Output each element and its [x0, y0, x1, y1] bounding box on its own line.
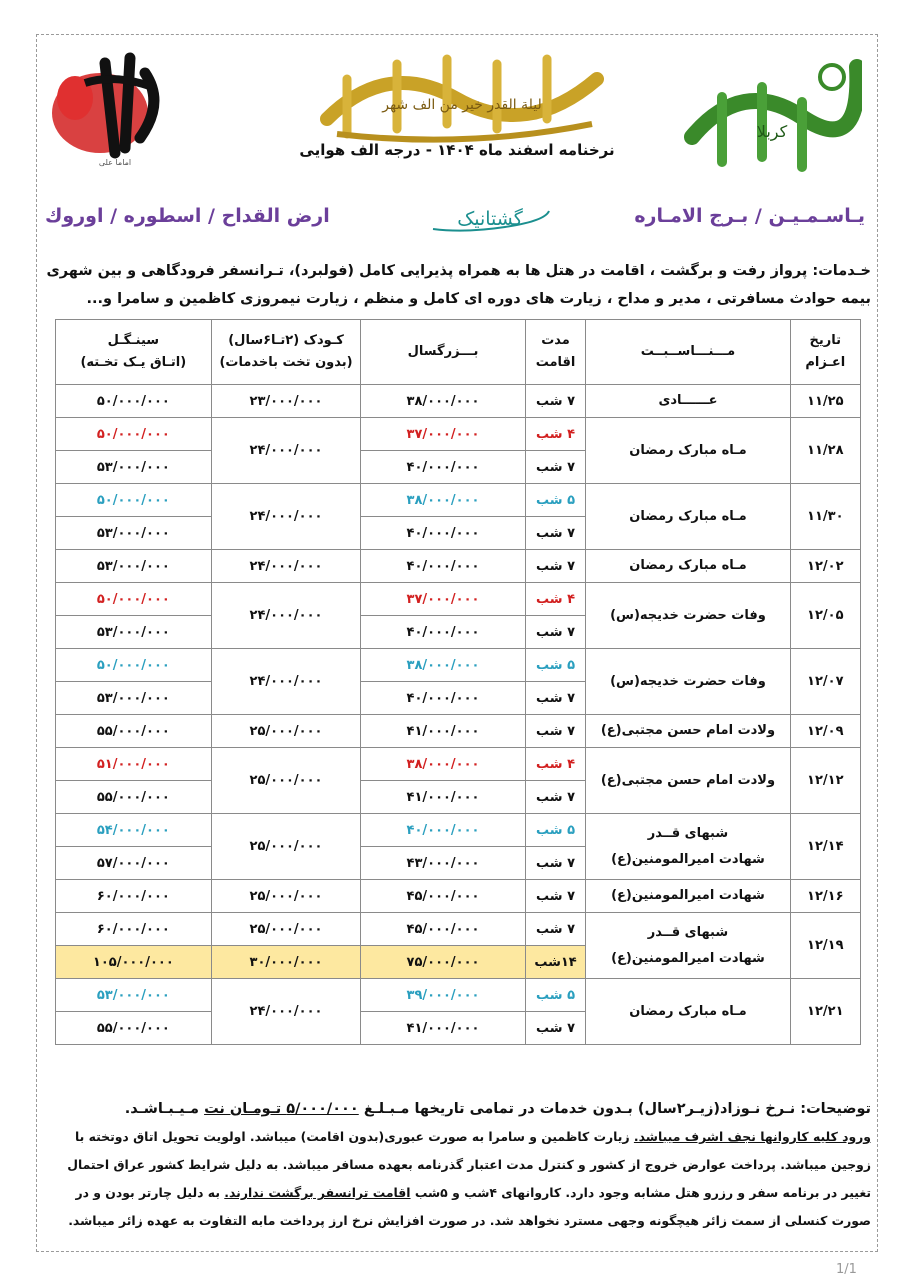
table-row [56, 979, 861, 1012]
departure-date-cell: ۱۲/۱۴ [790, 814, 860, 880]
duration-cell: ۷ شب [525, 682, 586, 715]
duration-cell: ۱۴شب [525, 946, 586, 979]
occasion-cell [586, 979, 790, 1045]
adult-price-cell: ۷۵/۰۰۰/۰۰۰ [361, 946, 525, 979]
services-line-2: بیمه حوادث مسافرتی ، مدیر و مداح ، زیارت های دوره ای کامل و منظم ، زیارت نیمروزی کاظمین و سامرا و... [86, 291, 871, 307]
single-price-cell: ۵۱/۰۰۰/۰۰۰ [56, 748, 212, 781]
occasion-cell [586, 550, 790, 583]
occasion-label: عــــــادی [658, 393, 718, 408]
occasion-cell [586, 748, 790, 814]
single-price-cell: ۵۵/۰۰۰/۰۰۰ [56, 715, 212, 748]
svg-text:گشتانیک: گشتانیک [457, 208, 523, 230]
duration-cell: ۷ شب [525, 451, 586, 484]
single-price-cell: ۵۳/۰۰۰/۰۰۰ [56, 517, 212, 550]
occasion-label: مـاه مبارک رمضان [629, 442, 747, 458]
terms-paragraph: ورود کلیه کاروانها نجف اشرف میباشد. زیارت کاظمین و سامرا به صورت عبوری(بدون اقامت) میباشد. اولویت تحویل اتاق دوتخته با زوجین میباشد. پرداخت عوارض خروج از کشور و کنترل مدت اعتبار گذرنامه بعهده مسافر میباشد. به دلیل شرایط کشور عراق احتمال تغییر در برنامه سفر و رزرو هتل مشابه وجود دارد. کاروانهای ۴شب و ۵شب اقامت ترانسفر برگشت ندارند. به دلیل چارتر بودن و در صورت کنسلی از سمت زائر هیچگونه وجهی مسترد نخواهد شد. در صورت افزایش نرخ ارز پرداخت مابه التفاوت به عهده زائر میباشد. [67, 1129, 871, 1228]
price-table [55, 319, 861, 1045]
table-row [56, 913, 861, 946]
svg-text:کربلا: کربلا [756, 122, 788, 141]
svg-text:اماما علی: اماما علی [98, 158, 132, 167]
single-price-cell: ۵۰/۰۰۰/۰۰۰ [56, 484, 212, 517]
child-price-cell: ۳۰/۰۰۰/۰۰۰ [211, 946, 361, 979]
header-single: سینـگـل (اتـاق یـک تخـته) [56, 320, 212, 385]
child-price-cell: ۲۵/۰۰۰/۰۰۰ [211, 880, 361, 913]
page-number: 1/1 [836, 1262, 857, 1277]
child-price-cell: ۲۴/۰۰۰/۰۰۰ [211, 484, 361, 550]
adult-price-cell: ۴۰/۰۰۰/۰۰۰ [361, 616, 525, 649]
child-price-cell: ۲۳/۰۰۰/۰۰۰ [211, 385, 361, 418]
adult-price-cell: ۳۸/۰۰۰/۰۰۰ [361, 748, 525, 781]
price-list-subtitle: نرخنامه اسفند ماه ۱۴۰۴ - درجه الف هوایی [299, 141, 615, 159]
notes [45, 1101, 871, 1235]
price-table-body [56, 385, 861, 1045]
single-price-cell: ۵۴/۰۰۰/۰۰۰ [56, 814, 212, 847]
occasion-label: ولادت امام حسن مجتبی(ع) [600, 723, 776, 738]
child-price-cell: ۲۴/۰۰۰/۰۰۰ [211, 418, 361, 484]
header [37, 35, 879, 195]
departure-date-cell: ۱۲/۱۲ [790, 748, 860, 814]
duration-cell: ۵ شب [525, 979, 586, 1012]
duration-cell: ۷ شب [525, 781, 586, 814]
table-row [56, 385, 861, 418]
duration-cell: ۷ شب [525, 517, 586, 550]
single-price-cell: ۵۷/۰۰۰/۰۰۰ [56, 847, 212, 880]
occasion-cell [586, 418, 790, 484]
adult-price-cell: ۳۹/۰۰۰/۰۰۰ [361, 979, 525, 1012]
occasion-label: شهادت امیرالمومنین(ع) [611, 888, 765, 903]
duration-cell: ۴ شب [525, 583, 586, 616]
table-row [56, 814, 861, 847]
laylat-al-qadr-calligraphy-logo [307, 39, 617, 149]
header-adult: بـــزرگسال [361, 320, 525, 385]
infant-note: توضیحات: نـرخ نـوزاد(زیـر۲سال) بـدون خدمات در تمامی تاریخها مـبـلـغ ۵/۰۰۰/۰۰۰ تـومـان نت مـیـبـاشـد. [124, 1101, 871, 1117]
child-price-cell: ۲۵/۰۰۰/۰۰۰ [211, 913, 361, 946]
header-child: کـودک (۲تـا۶سال) (بدون تخت باخدمات) [211, 320, 361, 385]
occasion-cell [586, 484, 790, 550]
occasion-cell [586, 715, 790, 748]
single-price-cell: ۵۳/۰۰۰/۰۰۰ [56, 451, 212, 484]
occasion-label: شبهای قــدر [647, 924, 729, 940]
departure-date-cell: ۱۱/۳۰ [790, 484, 860, 550]
table-row [56, 583, 861, 616]
single-price-cell: ۱۰۵/۰۰۰/۰۰۰ [56, 946, 212, 979]
table-row [56, 418, 861, 451]
occasion-label: وفات حضرت خدیجه(س) [610, 673, 766, 689]
hotels-najaf: یـاسـمـیـن / بـرج الامـاره [634, 205, 865, 227]
adult-price-cell: ۴۰/۰۰۰/۰۰۰ [361, 451, 525, 484]
adult-price-cell: ۳۷/۰۰۰/۰۰۰ [361, 418, 525, 451]
child-price-cell: ۲۵/۰۰۰/۰۰۰ [211, 814, 361, 880]
occasion-cell [586, 880, 790, 913]
adult-price-cell: ۴۰/۰۰۰/۰۰۰ [361, 517, 525, 550]
occasion-label: وفات حضرت خدیجه(س) [610, 607, 766, 623]
table-row [56, 715, 861, 748]
header-date: تاریخ اعـزام [790, 320, 860, 385]
occasion-cell [586, 649, 790, 715]
single-price-cell: ۶۰/۰۰۰/۰۰۰ [56, 880, 212, 913]
occasion-label: شهادت امیرالمومنین(ع) [611, 950, 765, 966]
departure-date-cell: ۱۲/۰۹ [790, 715, 860, 748]
duration-cell: ۴ شب [525, 418, 586, 451]
departure-date-cell: ۱۲/۱۶ [790, 880, 860, 913]
adult-price-cell: ۳۸/۰۰۰/۰۰۰ [361, 649, 525, 682]
occasion-label: شبهای قــدر [647, 825, 729, 841]
duration-cell: ۵ شب [525, 814, 586, 847]
single-price-cell: ۵۳/۰۰۰/۰۰۰ [56, 550, 212, 583]
adult-price-cell: ۳۸/۰۰۰/۰۰۰ [361, 385, 525, 418]
occasion-label: شهادت امیرالمومنین(ع) [611, 851, 765, 867]
departure-date-cell: ۱۱/۲۵ [790, 385, 860, 418]
duration-cell: ۷ شب [525, 715, 586, 748]
adult-price-cell: ۴۱/۰۰۰/۰۰۰ [361, 1012, 525, 1045]
departure-date-cell: ۱۲/۱۹ [790, 913, 860, 979]
single-price-cell: ۵۰/۰۰۰/۰۰۰ [56, 418, 212, 451]
adult-price-cell: ۳۷/۰۰۰/۰۰۰ [361, 583, 525, 616]
departure-date-cell: ۱۲/۰۷ [790, 649, 860, 715]
adult-price-cell: ۴۰/۰۰۰/۰۰۰ [361, 682, 525, 715]
duration-cell: ۷ شب [525, 550, 586, 583]
header-duration: مدت اقامت [525, 320, 586, 385]
duration-cell: ۷ شب [525, 385, 586, 418]
karbala-calligraphy-logo [682, 47, 862, 177]
table-header-row [56, 320, 861, 385]
duration-cell: ۵ شب [525, 484, 586, 517]
services-line-1: خـدمات: پرواز رفت و برگشت ، اقامت در هتل ها به همراه پذیرایی کامل (فولبرد)، تـرانسفر فرودگاهی و بین شهری [46, 263, 871, 279]
adult-price-cell: ۴۰/۰۰۰/۰۰۰ [361, 814, 525, 847]
duration-cell: ۴ شب [525, 748, 586, 781]
departure-date-cell: ۱۲/۰۲ [790, 550, 860, 583]
single-price-cell: ۵۵/۰۰۰/۰۰۰ [56, 781, 212, 814]
child-price-cell: ۲۴/۰۰۰/۰۰۰ [211, 649, 361, 715]
single-price-cell: ۵۳/۰۰۰/۰۰۰ [56, 682, 212, 715]
child-price-cell: ۲۴/۰۰۰/۰۰۰ [211, 550, 361, 583]
table-row [56, 550, 861, 583]
duration-cell: ۷ شب [525, 913, 586, 946]
adult-price-cell: ۳۸/۰۰۰/۰۰۰ [361, 484, 525, 517]
single-price-cell: ۵۰/۰۰۰/۰۰۰ [56, 385, 212, 418]
adult-price-cell: ۴۵/۰۰۰/۰۰۰ [361, 880, 525, 913]
adult-price-cell: ۴۱/۰۰۰/۰۰۰ [361, 715, 525, 748]
occasion-cell [586, 814, 790, 880]
departure-date-cell: ۱۲/۰۵ [790, 583, 860, 649]
duration-cell: ۷ شب [525, 847, 586, 880]
duration-cell: ۷ شب [525, 616, 586, 649]
single-price-cell: ۵۳/۰۰۰/۰۰۰ [56, 979, 212, 1012]
occasion-cell [586, 385, 790, 418]
adult-price-cell: ۴۰/۰۰۰/۰۰۰ [361, 550, 525, 583]
departure-date-cell: ۱۱/۲۸ [790, 418, 860, 484]
table-row [56, 748, 861, 781]
single-price-cell: ۵۵/۰۰۰/۰۰۰ [56, 1012, 212, 1045]
occasion-label: مـاه مبارک رمضان [629, 558, 747, 573]
single-price-cell: ۵۳/۰۰۰/۰۰۰ [56, 616, 212, 649]
child-price-cell: ۲۴/۰۰۰/۰۰۰ [211, 583, 361, 649]
occasion-label: مـاه مبارک رمضان [629, 508, 747, 524]
child-price-cell: ۲۴/۰۰۰/۰۰۰ [211, 979, 361, 1045]
services-text [45, 257, 871, 313]
hotels-row [37, 197, 879, 241]
single-price-cell: ۵۰/۰۰۰/۰۰۰ [56, 649, 212, 682]
table-row [56, 649, 861, 682]
table-row [56, 880, 861, 913]
adult-price-cell: ۴۵/۰۰۰/۰۰۰ [361, 913, 525, 946]
single-price-cell: ۵۰/۰۰۰/۰۰۰ [56, 583, 212, 616]
departure-date-cell: ۱۲/۲۱ [790, 979, 860, 1045]
single-price-cell: ۶۰/۰۰۰/۰۰۰ [56, 913, 212, 946]
child-price-cell: ۲۵/۰۰۰/۰۰۰ [211, 748, 361, 814]
child-price-cell: ۲۵/۰۰۰/۰۰۰ [211, 715, 361, 748]
table-row [56, 484, 861, 517]
adult-price-cell: ۴۳/۰۰۰/۰۰۰ [361, 847, 525, 880]
occasion-label: مـاه مبارک رمضان [629, 1003, 747, 1019]
duration-cell: ۷ شب [525, 880, 586, 913]
occasion-cell [586, 583, 790, 649]
adult-price-cell: ۴۱/۰۰۰/۰۰۰ [361, 781, 525, 814]
svg-text:لیلة القدر خیر من الف شهر: لیلة القدر خیر من الف شهر [382, 97, 542, 113]
imam-ali-calligraphy-logo [45, 43, 185, 173]
hotels-karbala: ارض القداح / اسطوره / اوروك [45, 205, 330, 227]
agency-logo [425, 201, 555, 237]
header-occasion: مـــنـــاســبــت [586, 320, 790, 385]
price-sheet [36, 34, 878, 1252]
occasion-label: ولادت امام حسن مجتبی(ع) [600, 772, 776, 788]
duration-cell: ۷ شب [525, 1012, 586, 1045]
occasion-cell [586, 913, 790, 979]
duration-cell: ۵ شب [525, 649, 586, 682]
